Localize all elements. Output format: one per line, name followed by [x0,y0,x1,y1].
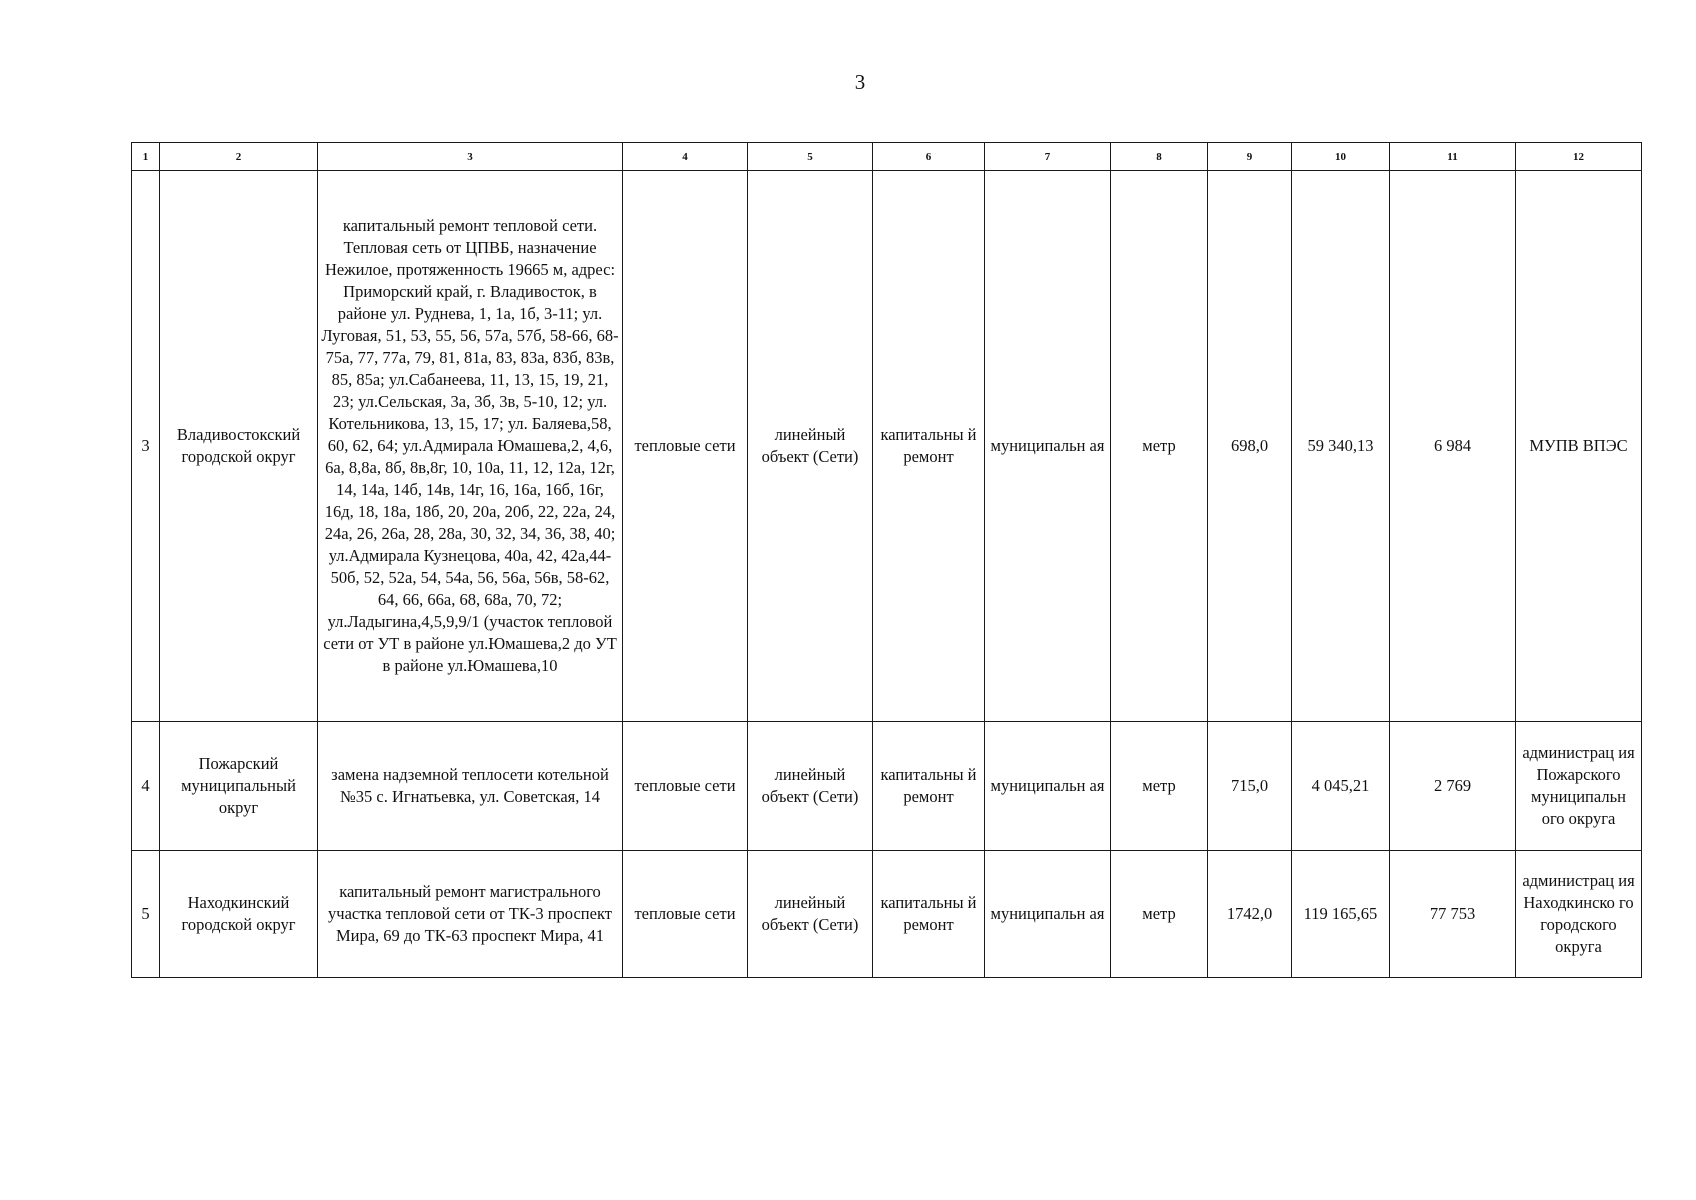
column-number: 4 [623,143,748,171]
table-row [132,171,1642,722]
object-type-cell: линейный объект (Сети) [748,851,873,978]
municipality-cell: Пожарский муниципальный округ [160,722,318,851]
cost-cell: 59 340,13 [1292,171,1390,722]
description-cell: капитальный ремонт тепловой сети. Тепловая сеть от ЦПВБ, назначение Нежилое, протяженность 19665 м, адрес: Приморский край, г. Владивосток, в районе ул. Руднева, 1, 1а, 1б, 3-11; ул. Луговая, 51, 53, 55, 56, 57а, 57б, 58-66, 68-75а, 77, 77а, 79, 81, 81а, 83, 83а, 83б, 83в, 85, 85а; ул.Сабанеева, 11, 13, 15, 19, 21, 23; ул.Сельская, 3а, 3б, 3в, 5-10, 12; ул. Котельникова, 13, 15, 17; ул. Баляева,58, 60, 62, 64; ул.Адмирала Юмашева,2, 4,6, 6а, 8,8а, 8б, 8в,8г, 10, 10а, 11, 12, 12а, 12г, 14, 14а, 14б, 14в, 14г, 16, 16а, 16б, 16г, 16д, 18, 18а, 18б, 20, 20а, 20б, 22, 22а, 24, 24а, 26, 26а, 28, 28а, 30, 32, 34, 36, 38, 40; ул.Адмирала Кузнецова, 40а, 42, 42а,44-50б, 52, 52а, 54, 54а, 56, 56а, 56в, 58-62, 64, 66, 66а, 68, 68а, 70, 72; ул.Ладыгина,4,5,9,9/1 (участок тепловой сети от УТ в районе ул.Юмашева,2 до УТ в районе ул.Юмашева,10 [318,171,623,722]
unit-cell: метр [1111,722,1208,851]
row-number: 5 [132,851,160,978]
unit-cell: метр [1111,171,1208,722]
object-type-cell: линейный объект (Сети) [748,722,873,851]
network-type-cell: тепловые сети [623,171,748,722]
column-number: 5 [748,143,873,171]
row-number: 3 [132,171,160,722]
value-cell: 6 984 [1390,171,1516,722]
ownership-cell: муниципальн ая [985,171,1111,722]
network-type-cell: тепловые сети [623,851,748,978]
work-type-cell: капитальны й ремонт [873,722,985,851]
column-number: 7 [985,143,1111,171]
work-type-cell: капитальны й ремонт [873,171,985,722]
unit-cell: метр [1111,851,1208,978]
column-number: 2 [160,143,318,171]
municipality-cell: Владивостокский городской округ [160,171,318,722]
column-number: 1 [132,143,160,171]
column-number: 3 [318,143,623,171]
capital-repair-table [131,142,1642,978]
object-type-cell: линейный объект (Сети) [748,171,873,722]
operator-cell: МУПВ ВПЭС [1516,171,1642,722]
column-number: 10 [1292,143,1390,171]
page-number: 3 [854,70,866,94]
table-row [132,851,1642,978]
operator-cell: администрац ия Находкинско го городского округа [1516,851,1642,978]
column-number: 8 [1111,143,1208,171]
value-cell: 77 753 [1390,851,1516,978]
cost-cell: 4 045,21 [1292,722,1390,851]
column-number: 6 [873,143,985,171]
column-number: 12 [1516,143,1642,171]
cost-cell: 119 165,65 [1292,851,1390,978]
column-number-row [132,143,1642,171]
length-cell: 1742,0 [1208,851,1292,978]
column-number: 9 [1208,143,1292,171]
municipality-cell: Находкинский городской округ [160,851,318,978]
description-cell: замена надземной теплосети котельной №35 с. Игнатьевка, ул. Советская, 14 [318,722,623,851]
length-cell: 698,0 [1208,171,1292,722]
operator-cell: администрац ия Пожарского муниципальн ого округа [1516,722,1642,851]
value-cell: 2 769 [1390,722,1516,851]
network-type-cell: тепловые сети [623,722,748,851]
table-row [132,722,1642,851]
description-cell: капитальный ремонт магистрального участка тепловой сети от ТК-3 проспект Мира, 69 до ТК-63 проспект Мира, 41 [318,851,623,978]
work-type-cell: капитальны й ремонт [873,851,985,978]
ownership-cell: муниципальн ая [985,722,1111,851]
ownership-cell: муниципальн ая [985,851,1111,978]
column-number: 11 [1390,143,1516,171]
length-cell: 715,0 [1208,722,1292,851]
row-number: 4 [132,722,160,851]
